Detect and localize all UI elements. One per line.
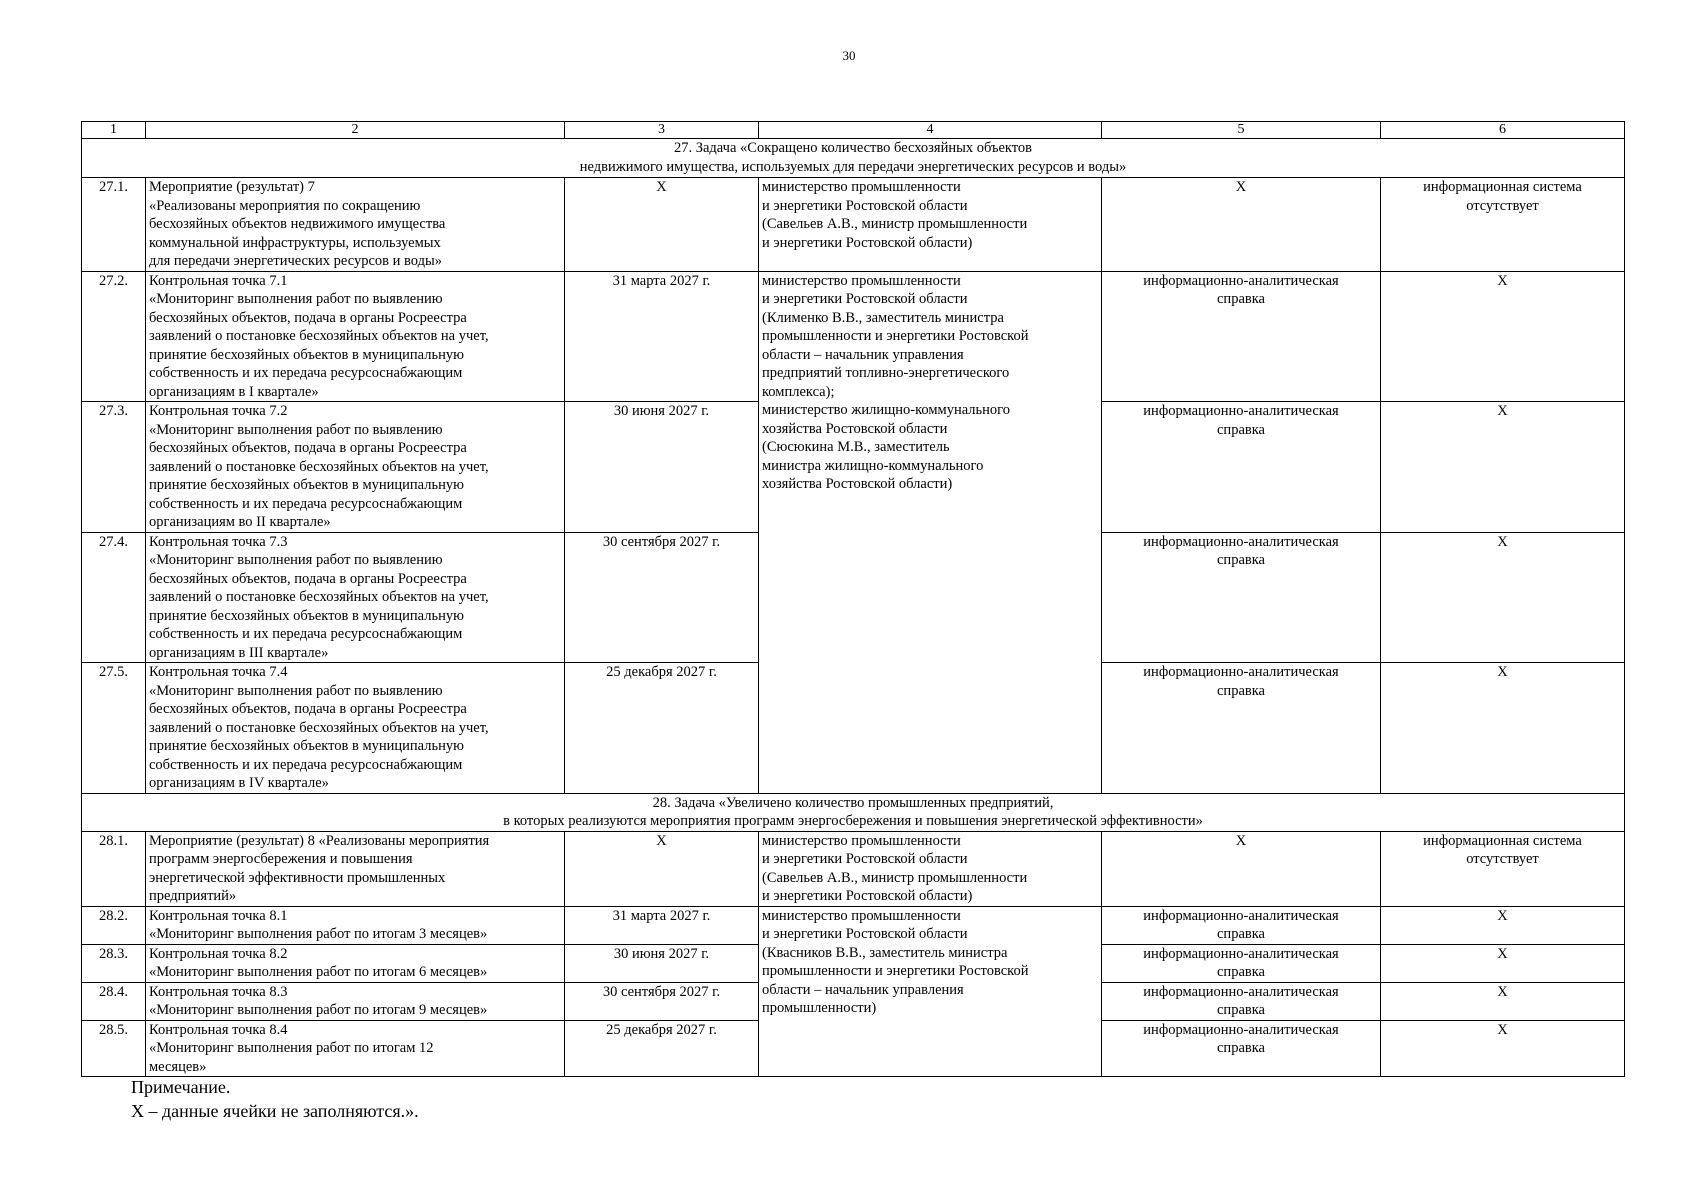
info-system-cell: X — [1381, 402, 1625, 533]
deadline-cell: 30 июня 2027 г. — [565, 944, 759, 982]
deadline-cell: X — [565, 831, 759, 906]
info-system-cell: X — [1381, 906, 1625, 944]
info-system-cell: информационная система отсутствует — [1381, 178, 1625, 272]
row-number: 28.1. — [82, 831, 146, 906]
deadline-cell: 31 марта 2027 г. — [565, 271, 759, 402]
item-text: «Мониторинг выполнения работ по выявлению бесхозяйных объектов, подача в органы Росреестра заявлений о постановке бесхозяйных объектов на учет, принятие бесхозяйных объектов в муниципальную собственность и их передача ресурсоснабжающим организациям во II квартале» — [149, 421, 489, 530]
document-cell: информационно-аналитическая справка — [1102, 1020, 1381, 1077]
row-number: 28.5. — [82, 1020, 146, 1077]
info-system-cell: X — [1381, 271, 1625, 402]
deadline-cell: 30 сентября 2027 г. — [565, 532, 759, 663]
document-cell: информационно-аналитическая справка — [1102, 982, 1381, 1020]
document-cell: информационно-аналитическая справка — [1102, 944, 1381, 982]
item-title: Контрольная точка 7.3 — [149, 533, 288, 550]
item-description — [146, 944, 565, 982]
item-title: Контрольная точка 8.1 — [149, 907, 288, 924]
column-number: 5 — [1102, 122, 1381, 139]
item-title: Контрольная точка 8.4 — [149, 1021, 288, 1038]
info-system-cell: X — [1381, 1020, 1625, 1077]
document-cell: X — [1102, 831, 1381, 906]
item-description — [146, 271, 565, 402]
row-number: 27.1. — [82, 178, 146, 272]
table-row — [82, 906, 1625, 944]
item-text: «Мониторинг выполнения работ по итогам 9 месяцев» — [149, 1002, 488, 1018]
column-number: 2 — [146, 122, 565, 139]
document-cell: информационно-аналитическая справка — [1102, 271, 1381, 402]
info-system-cell: X — [1381, 663, 1625, 794]
info-system-cell: X — [1381, 532, 1625, 663]
item-title: Мероприятие (результат) 8 «Реализованы мероприятия — [149, 832, 490, 849]
deadline-cell: X — [565, 178, 759, 272]
item-description — [146, 663, 565, 794]
item-text: «Реализованы мероприятия по сокращению бесхозяйных объектов недвижимого имущества коммунальной инфраструктуры, используемых для передачи энергетических ресурсов и воды» — [149, 197, 446, 269]
responsible-cell: министерство промышленности и энергетики Ростовской области (Савельев А.В., министр промышленности и энергетики Ростовской области) — [759, 831, 1102, 906]
item-title: Контрольная точка 7.4 — [149, 664, 288, 680]
responsible-cell: министерство промышленности и энергетики Ростовской области (Квасников В.В., заместитель министра промышленности и энергетики Ростовской области – начальник управления промышленности) — [759, 906, 1102, 1077]
document-cell: информационно-аналитическая справка — [1102, 663, 1381, 794]
item-text: «Мониторинг выполнения работ по выявлению бесхозяйных объектов, подача в органы Росреестра заявлений о постановке бесхозяйных объектов на учет, принятие бесхозяйных объектов в муниципальную собственность и их передача ресурсоснабжающим организациям в I квартале» — [149, 291, 489, 400]
table-row — [82, 178, 1625, 272]
page-number: 30 — [842, 48, 856, 63]
item-title: Мероприятие (результат) 7 — [149, 179, 315, 195]
column-number: 6 — [1381, 122, 1625, 139]
task-row — [82, 793, 1625, 831]
table-row — [82, 831, 1625, 906]
document-cell: информационно-аналитическая справка — [1102, 906, 1381, 944]
responsible-cell: министерство промышленности и энергетики Ростовской области (Савельев А.В., министр промышленности и энергетики Ростовской области) — [759, 178, 1102, 272]
footnote — [131, 1075, 419, 1123]
responsible-cell: министерство промышленности и энергетики Ростовской области (Клименко В.В., заместитель министра промышленности и энергетики Ростовской области – начальник управления предприятий топливно-энергетического комплекса); министерство жилищно-коммунального хозяйства Ростовской области (Сюсюкина М.В., заместитель министра жилищно-коммунального хозяйства Ростовской области) — [759, 271, 1102, 793]
item-description — [146, 831, 565, 906]
row-number: 28.3. — [82, 944, 146, 982]
footnote-title: Примечание. — [131, 1077, 231, 1097]
footnote-text: X – данные ячейки не заполняются.». — [131, 1101, 419, 1121]
deadline-cell: 25 декабря 2027 г. — [565, 663, 759, 794]
item-text: «Мониторинг выполнения работ по итогам 6 месяцев» — [149, 964, 488, 980]
info-system-cell: информационная система отсутствует — [1381, 831, 1625, 906]
deadline-cell: 25 декабря 2027 г. — [565, 1020, 759, 1077]
task-title: 28. Задача «Увеличено количество промышленных предприятий, в которых реализуются мероприятия программ энергосбережения и повышения энергетической эффективности» — [82, 793, 1625, 831]
column-number: 3 — [565, 122, 759, 139]
row-number: 27.4. — [82, 532, 146, 663]
document-cell: X — [1102, 178, 1381, 272]
item-title: Контрольная точка 8.2 — [149, 945, 288, 962]
info-system-cell: X — [1381, 944, 1625, 982]
deadline-cell: 30 июня 2027 г. — [565, 402, 759, 533]
plan-table — [81, 121, 1625, 1077]
item-title: Контрольная точка 7.1 — [149, 272, 288, 289]
row-number: 28.2. — [82, 906, 146, 944]
row-number: 28.4. — [82, 982, 146, 1020]
deadline-cell: 31 марта 2027 г. — [565, 906, 759, 944]
document-cell: информационно-аналитическая справка — [1102, 532, 1381, 663]
item-description — [146, 982, 565, 1020]
row-number: 27.5. — [82, 663, 146, 794]
deadline-cell: 30 сентября 2027 г. — [565, 982, 759, 1020]
item-text: «Мониторинг выполнения работ по итогам 12 месяцев» — [149, 1040, 434, 1075]
item-title: Контрольная точка 7.2 — [149, 403, 288, 419]
info-system-cell: X — [1381, 982, 1625, 1020]
item-description — [146, 532, 565, 663]
document-cell: информационно-аналитическая справка — [1102, 402, 1381, 533]
column-number-row — [82, 122, 1625, 139]
item-description — [146, 906, 565, 944]
item-description — [146, 178, 565, 272]
item-text: «Мониторинг выполнения работ по выявлению бесхозяйных объектов, подача в органы Росреестра заявлений о постановке бесхозяйных объектов на учет, принятие бесхозяйных объектов в муниципальную собственность и их передача ресурсоснабжающим организациям в III квартале» — [149, 552, 489, 661]
task-row — [82, 139, 1625, 178]
item-text: «Мониторинг выполнения работ по выявлению бесхозяйных объектов, подача в органы Росреестра заявлений о постановке бесхозяйных объектов на учет, принятие бесхозяйных объектов в муниципальную собственность и их передача ресурсоснабжающим организациям в IV квартале» — [149, 682, 489, 791]
item-text: «Мониторинг выполнения работ по итогам 3 месяцев» — [149, 926, 488, 942]
row-number: 27.2. — [82, 271, 146, 402]
column-number: 4 — [759, 122, 1102, 139]
item-description — [146, 1020, 565, 1077]
item-description — [146, 402, 565, 533]
table-row — [82, 271, 1625, 402]
item-text: программ энергосбережения и повышения энергетической эффективности промышленных предприятий» — [149, 851, 446, 904]
row-number: 27.3. — [82, 402, 146, 533]
item-title: Контрольная точка 8.3 — [149, 983, 288, 1000]
column-number: 1 — [82, 122, 146, 139]
task-title: 27. Задача «Сокращено количество бесхозяйных объектов недвижимого имущества, используемых для передачи энергетических ресурсов и воды» — [82, 139, 1625, 178]
